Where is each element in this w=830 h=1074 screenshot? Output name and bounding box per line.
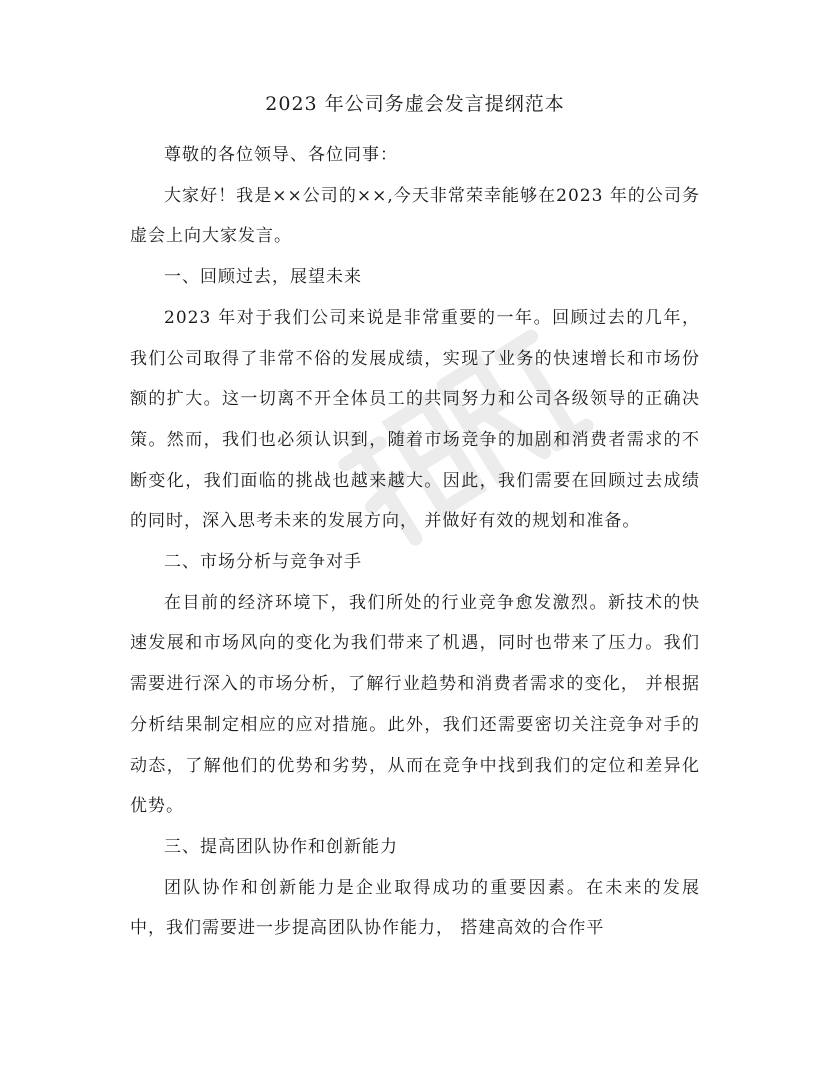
document-body <box>130 135 700 949</box>
paragraph-review: 2023 年对于我们公司来说是非常重要的一年。回顾过去的几年，我们公司取得了非常不俗的发展成绩，实现了业务的快速增长和市场份额的扩大。这一切离不开全体员工的共同努力和公司各级领导的正确决策。然而，我们也必须认识到，随着市场竞争的加剧和消费者需求的不断变化，我们面临的挑战也越来越大。因此，我们需要在回顾过去成绩的同时，深入思考未来的发展方向， 并做好有效的规划和准备。 <box>130 307 700 532</box>
section-heading-1: 一、回顾过去，展望未来 <box>164 267 362 288</box>
paragraph-greeting: 大家好！我是××公司的××,今天非常荣幸能够在2023 年的公司务虚会上向大家发言。 <box>130 185 700 247</box>
paragraph-market: 在目前的经济环境下，我们所处的行业竞争愈发激烈。新技术的快速发展和市场风向的变化为我们带来了机遇，同时也带来了压力。我们需要进行深入的市场分析，了解行业趋势和消费者需求的变化， 并根据分析结果制定相应的应对措施。此外，我们还需要密切关注竞争对手的动态，了解他们的优势和劣势，从而在竞争中找到我们的定位和差异化优势。 <box>130 592 700 817</box>
section-heading-2: 二、市场分析与竞争对手 <box>164 552 362 573</box>
section-heading-3: 三、提高团队协作和创新能力 <box>164 836 398 857</box>
paragraph-salutation: 尊敬的各位领导、各位同事： <box>164 145 398 165</box>
document-title: 2023 年公司务虚会发言提纲范本 <box>265 93 565 115</box>
paragraph-teamwork: 团队协作和创新能力是企业取得成功的重要因素。在未来的发展中，我们需要进一步提高团队协作能力， 搭建高效的合作平 <box>130 877 700 939</box>
